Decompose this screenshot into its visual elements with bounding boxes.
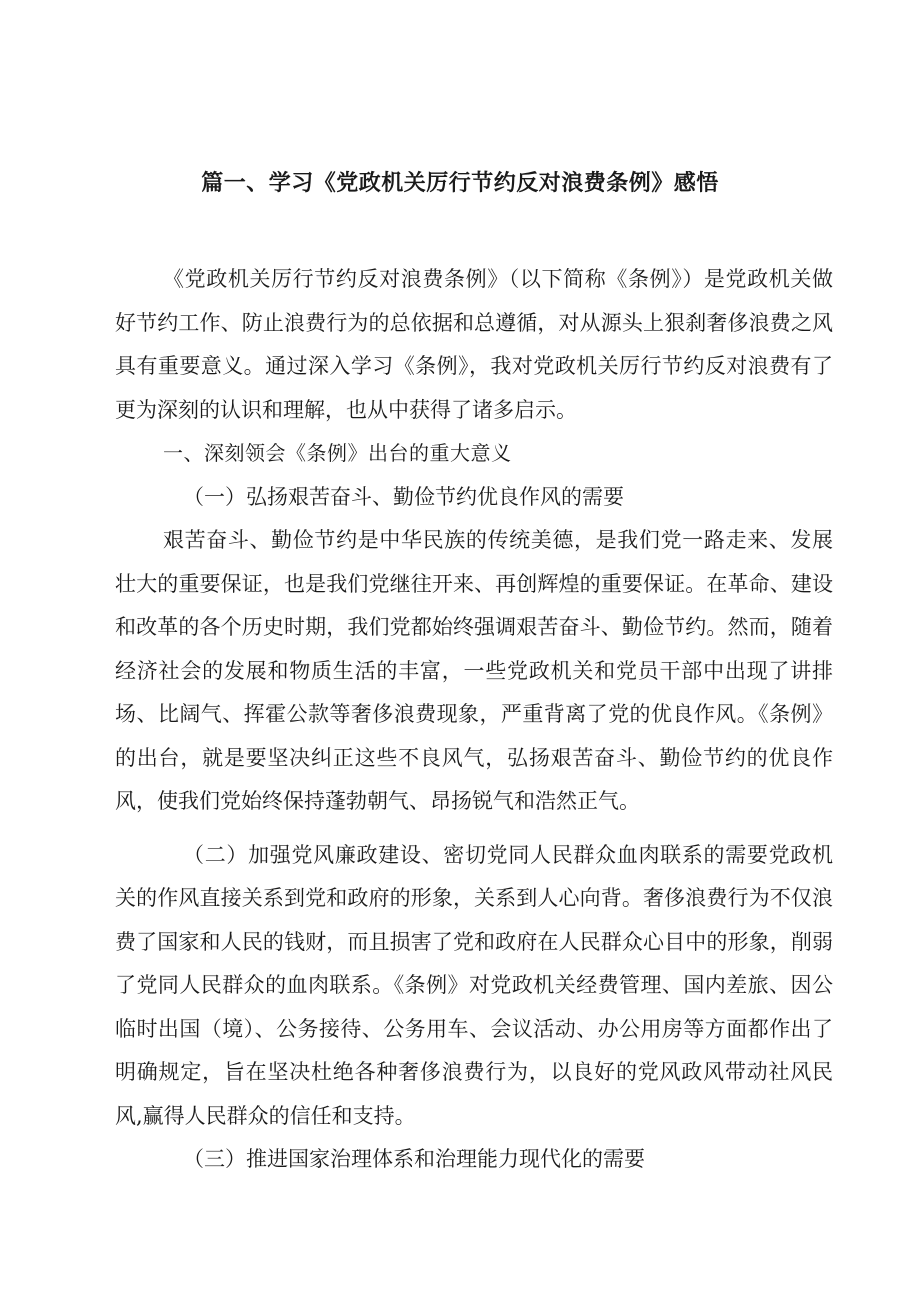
subsection-paragraph-1: 艰苦奋斗、勤俭节约是中华民族的传统美德，是我们党一路走来、发展壮大的重要保证，也是我们党继往开来、再创辉煌的重要保证。在革命、建设和改革的各个历史时期，我们党都始终强调艰苦奋斗、勤俭节约。然而，随着经济社会的发展和物质生活的丰富，一些党政机关和党员干部中出现了讲排场、比阔气、挥霍公款等奢侈浪费现象，严重背离了党的优良作风。《条例》的出台，就是要坚决纠正这些不良风气，弘扬艰苦奋斗、勤俭节约的优良作风，使我们党始终保持蓬勃朝气、昂扬锐气和浩然正气。 [115,528,833,813]
document-body [115,258,833,1182]
subsection-heading-3: （三）推进国家治理体系和治理能力现代化的需要 [183,1147,645,1171]
intro-paragraph: 《党政机关厉行节约反对浪费条例》（以下简称《条例》）是党政机关做好节约工作、防止浪费行为的总依据和总遵循，对从源头上狠刹奢侈浪费之风具有重要意义。通过深入学习《条例》，我对党政机关厉行节约反对浪费有了更为深刻的认识和理解，也从中获得了诸多启示。 [115,267,833,422]
subsection-heading-1: （一）弘扬艰苦奋斗、勤俭节约优良作风的需要 [183,484,624,509]
document-title: 篇一、学习《党政机关厉行节约反对浪费条例》感悟 [201,171,719,196]
section-heading-1: 一、深刻领会《条例》出台的重大意义 [163,441,512,465]
subsection-paragraph-2: （二）加强党风廉政建设、密切党同人民群众血肉联系的需要党政机关的作风直接关系到党和政府的形象，关系到人心向背。奢侈浪费行为不仅浪费了国家和人民的钱财，而且损害了党和政府在人民群众心目中的形象，削弱了党同人民群众的血肉联系。《条例》对党政机关经费管理、国内差旅、因公临时出国（境）、公务接待、公务用车、会议活动、办公用房等方面都作出了明确规定，旨在坚决杜绝各种奢侈浪费行为，以良好的党风政风带动社风民风,赢得人民群众的信任和支持。 [115,842,833,1128]
